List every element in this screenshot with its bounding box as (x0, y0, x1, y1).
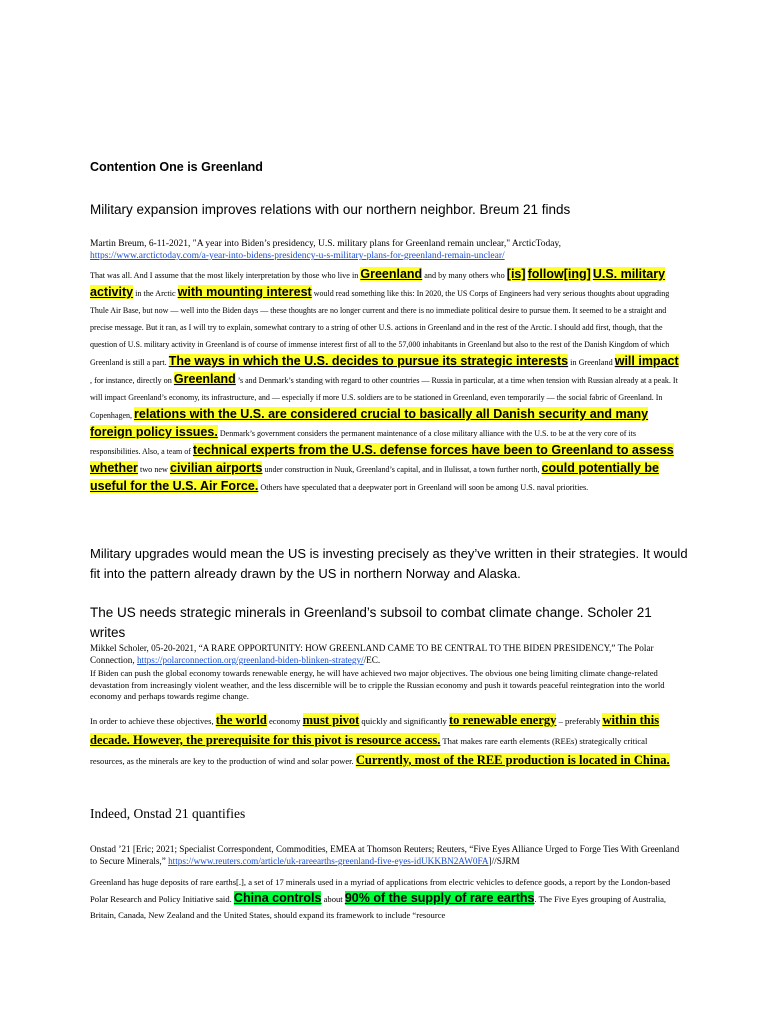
citation-2-link[interactable]: https://polarconnection.org/greenland-biden-blinken-strategy/ (136, 655, 364, 665)
card-1-highlight: Greenland (360, 267, 423, 281)
card-1-text: Denmark’s government considers the permanent maintenance of a close military alliance with the U.S. to be at the very core of its responsibilities. Also, a team of (90, 429, 636, 456)
card-2-text: – preferably (558, 716, 601, 726)
card-1-text: ’s and Denmark’s standing with regard to other countries — Russia in particular, at a time when tension with Russian already at a peak. It will impact Greenland’s economy, its infrastructure, and — especially if more U.S. soldiers are to be stationed in Greenland, even temporarily — the social fabric of Greenland. In Copenhagen, (90, 376, 678, 420)
card-1-highlight: Greenland (173, 372, 236, 386)
card-3-text: . The Five Eyes grouping of Australia, Britain, Canada, New Zealand and the United States, should expand its framework to include “resource (90, 894, 667, 920)
card-1-highlight: will impact (614, 354, 679, 368)
card-1-text: and by many others who (424, 271, 505, 280)
card-1-highlight: could potentially be useful for the U.S. Air Force. (90, 461, 659, 493)
card-1-text: would read something like this: In 2020, the US Corps of Engineers had very serious thoughts about upgrading Thule Air Base, but now — well into the Biden days — these thoughts are no longer current and there is no immediate political desire to pursue them. It seemed to be a straight and precise message. But it ran, as I will try to explain, somewhat contrary to a string of other U.S. actions in Greenland and in the rest of the Arctic. I should add first, though, that the question of U.S. military activity in Greenland is of course of immense interest first of all to the 57,000 inhabitants in Greenland but also to the rest of the Danish Kingdom of which Greenland is still a part. (90, 289, 670, 367)
tag-line-3: Indeed, Onstad 21 quantifies (90, 806, 246, 821)
card-2-body (90, 711, 680, 771)
card-2-highlight: must pivot (302, 713, 360, 727)
card-2-highlight: the world (215, 713, 267, 727)
card-2-highlight: to renewable energy (449, 713, 557, 727)
card-3-highlight: 90% of the supply of rare earths (344, 891, 535, 905)
card-2-highlight: within this decade. However, the prerequisite for this pivot is resource access. (90, 713, 660, 747)
card-1-text: , for instance, directly on (90, 376, 172, 385)
citation-3-tail: ]//SJRM (488, 856, 520, 866)
card-3-highlight: China controls (233, 891, 322, 905)
card-3-text: Greenland has huge deposits of rare earths[.], a set of 17 minerals used in a myriad of applications from electric vehicles to defence goods, a report by the London-based Polar Research and Policy Initiative said. (90, 877, 671, 904)
citation-2-tail: /EC. (363, 655, 381, 665)
card-1-text: under construction in Nuuk, Greenland’s capital, and in Ilulissat, a town further north, (264, 465, 540, 474)
card-1-text: That was all. And I assume that the most likely interpretation by those who live in (90, 271, 359, 280)
card-1-highlight: The ways in which the U.S. decides to pursue its strategic interests (168, 354, 569, 368)
citation-1-text: Martin Breum, 6-11-2021, "A year into Biden’s presidency, U.S. military plans for Greenland remain unclear," ArcticToday, (90, 239, 562, 249)
citation-3-text: Onstad ’21 [Eric; 2021; Specialist Correspondent, Commodities, EMEA at Thomson Reuters; Reuters, “Five Eyes Alliance Urged to Forge Ties With Greenland to Secure Minerals,” (90, 844, 680, 866)
card-1-highlight: U.S. military activity (90, 267, 666, 299)
card-3-body (90, 874, 680, 923)
citation-1 (90, 238, 680, 262)
card-1-highlight: relations with the U.S. are considered crucial to basically all Danish security and many foreign policy issues. (90, 407, 649, 439)
citation-2-text: Mikkel Scholer, 05-20-2021, “A RARE OPPORTUNITY: HOW GREENLAND CAME TO BE CENTRAL TO THE BIDEN PRESIDENCY,” The Polar Connection, (90, 643, 654, 665)
contention-heading: Contention One is Greenland (90, 160, 263, 174)
analysis-1: Military upgrades would mean the US is investing precisely as they’ve written in their strategies. It would fit into the pattern already drawn by the US in northern Norway and Alaska. (90, 546, 688, 581)
citation-1-link[interactable]: https://www.arctictoday.com/a-year-into-bidens-presidency-u-s-military-plans-for-greenland-remain-unclear/ (90, 251, 505, 261)
card-2-highlight: Currently, most of the REE production is located in China. (355, 753, 670, 767)
citation-3-link[interactable]: https://www.reuters.com/article/uk-rareearths-greenland-five-eyes-idUKKBN2AW0FA (168, 856, 489, 866)
tag-line-2: The US needs strategic minerals in Greenland’s subsoil to combat climate change. Scholer 21 writes (90, 605, 652, 640)
citation-2 (90, 642, 680, 666)
card-1-highlight: civilian airports (170, 461, 263, 475)
card-1-text: two new (139, 465, 168, 474)
card-1-text: in the Arctic (135, 289, 176, 298)
card-1-text: in Greenland (570, 358, 613, 367)
card-2-text: That makes rare earth elements (REEs) strategically critical resources, as the minerals are key to the production of wind and solar power. (90, 736, 648, 766)
citation-3 (90, 843, 680, 867)
card-3-text: about (323, 894, 343, 904)
card-1-highlight: technical experts from the U.S. defense forces have been to Greenland to assess whether (90, 443, 674, 475)
card-1-highlight: [is] (506, 267, 526, 281)
card-2-text: In order to achieve these objectives, (90, 716, 214, 726)
card-2-text: economy (268, 716, 301, 726)
card-2-text: quickly and significantly (361, 716, 447, 726)
card-1-highlight: with mounting interest (177, 285, 312, 299)
card-1-highlight: follow[ing] (527, 267, 591, 281)
card-2-paragraph-1: If Biden can push the global economy towards renewable energy, he will have achieved two major objectives. The obvious one being limiting climate change-related devastation from increasingly violent weather, and the less discernible will be to cripple the Russian economy and push it towards peaceful reintegration into the world economy and perhaps towards regime change. (90, 668, 665, 701)
tag-line-1: Military expansion improves relations with our northern neighbor. Breum 21 finds (90, 202, 571, 217)
card-1-body (90, 266, 680, 496)
card-1-text: Others have speculated that a deepwater port in Greenland will soon be among U.S. naval priorities. (260, 483, 589, 492)
